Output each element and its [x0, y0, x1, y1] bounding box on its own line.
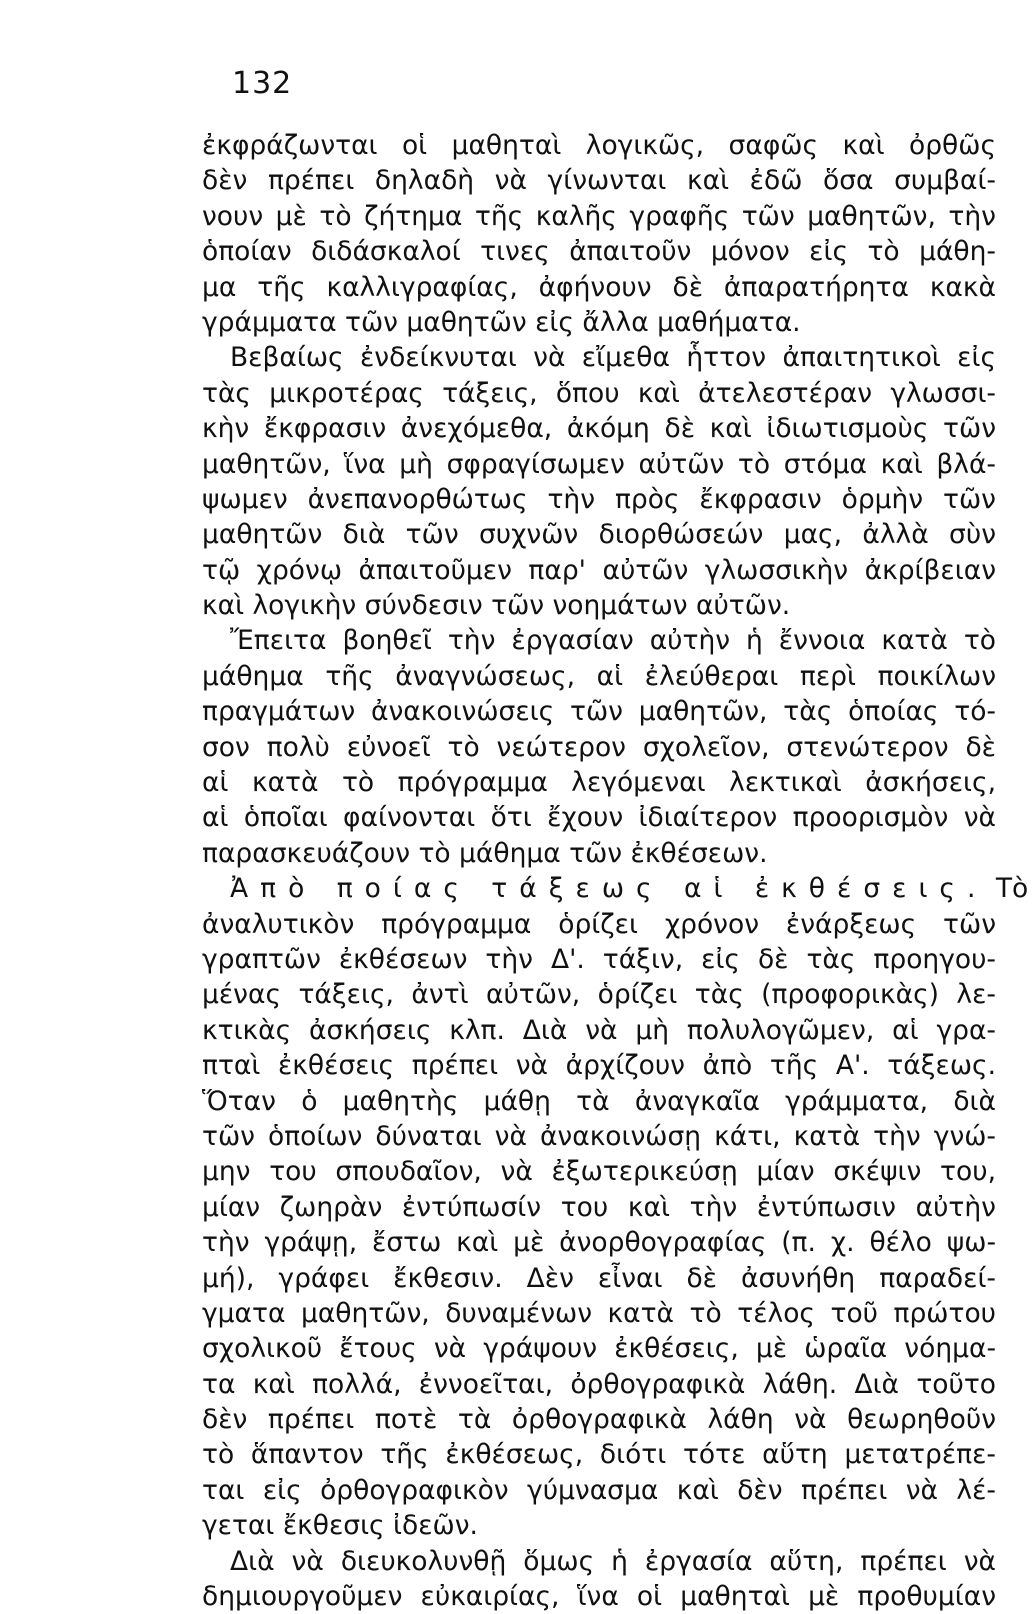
text-line: κὴν ἔκφρασιν ἀνεχόμεθα, ἀκόμη δὲ καὶ ἰδιωτισμοὺς τῶν — [202, 413, 996, 445]
text-line: γεται ἔκθεσις ἰδεῶν. — [202, 1510, 478, 1542]
text-body — [202, 128, 1029, 1614]
text-line: κτικὰς ἀσκήσεις κλπ. Διὰ νὰ μὴ πολυλογῶμεν, αἱ γρα- — [202, 1014, 996, 1046]
text-line: Βεβαίως ἐνδείκνυται νὰ εἴμεθα ἧττον ἀπαιτητικοὶ εἰς — [230, 342, 996, 374]
page-number: 132 — [232, 66, 293, 101]
text-line: παρασκευάζουν τὸ μάθημα τῶν ἐκθέσεων. — [202, 837, 768, 869]
text-line: ἀναλυτικὸν πρόγραμμα ὁρίζει χρόνον ἐνάρξεως τῶν — [202, 908, 996, 940]
text-line: μή), γράφει ἔκθεσιν. Δὲν εἶναι δὲ ἀσυνήθη παραδεί- — [202, 1262, 996, 1294]
text-line: δὲν πρέπει ποτὲ τὰ ὀρθογραφικὰ λάθη νὰ θεωρηθοῦν — [202, 1404, 996, 1436]
text-line: γράμματα τῶν μαθητῶν εἰς ἄλλα μαθήματα. — [202, 306, 801, 338]
text-line: γματα μαθητῶν, δυναμένων κατὰ τὸ τέλος τοῦ πρώτου — [202, 1297, 996, 1329]
text-line: αἱ ὁποῖαι φαίνονται ὅτι ἔχουν ἰδιαίτερον προορισμὸν νὰ — [202, 802, 996, 834]
text-line: σον πολὺ εὐνοεῖ τὸ νεώτερον σχολεῖον, στενώτερον δὲ — [202, 731, 996, 763]
text-line: νουν μὲ τὸ ζήτημα τῆς καλῆς γραφῆς τῶν μαθητῶν, τὴν — [202, 200, 996, 232]
section-heading: Ἀπὸ ποίας τάξεως αἱ ἐκθέσεις. — [230, 873, 988, 905]
text-line: ται εἰς ὀρθογραφικὸν γύμνασμα καὶ δὲν πρέπει νὰ λέ- — [202, 1474, 996, 1506]
text-line: τῷ χρόνῳ ἀπαιτοῦμεν παρ' αὐτῶν γλωσσικὴν ἀκρίβειαν — [202, 554, 996, 586]
text-line: ἐκφράζωνται οἱ μαθηταὶ λογικῶς, σαφῶς καὶ ὀρθῶς — [202, 130, 996, 161]
text-line: μαθητῶν, ἵνα μὴ σφραγίσωμεν αὐτῶν τὸ στόμα καὶ βλά- — [202, 448, 996, 480]
text-line: γραπτῶν ἐκθέσεων τὴν Δ'. τάξιν, εἰς δὲ τὰς προηγου- — [202, 943, 996, 975]
text-line: τὸ ἅπαντον τῆς ἐκθέσεως, διότι τότε αὕτη μετατρέπε- — [202, 1439, 996, 1471]
text-line: τὰς μικροτέρας τάξεις, ὅπου καὶ ἀτελεστέραν γλωσσι- — [202, 377, 996, 409]
text-line: μην του σπουδαῖον, νὰ ἐξωτερικεύσῃ μίαν σκέψιν του, — [202, 1156, 996, 1188]
text-line: καὶ λογικὴν σύνδεσιν τῶν νοημάτων αὐτῶν. — [202, 590, 791, 622]
text-line: Ὅταν ὁ μαθητὴς μάθῃ τὰ ἀναγκαῖα γράμματα, διὰ — [202, 1085, 996, 1117]
text-line: τὴν γράψῃ, ἔστω καὶ μὲ ἀνορθογραφίας (π. χ. θέλο ψω- — [202, 1227, 996, 1259]
text-line: πταὶ ἐκθέσεις πρέπει νὰ ἀρχίζουν ἀπὸ τῆς Α'. τάξεως. — [202, 1050, 996, 1082]
text-line: δὲν πρέπει δηλαδὴ νὰ γίνωνται καὶ ἐδῶ ὅσα συμβαί- — [202, 165, 996, 197]
text-line: τα καὶ πολλά, ἐννοεῖται, ὀρθογραφικὰ λάθη. Διὰ τοῦτο — [202, 1368, 996, 1400]
text-line: δημιουργοῦμεν εὐκαιρίας, ἵνα οἱ μαθηταὶ μὲ προθυμίαν — [202, 1581, 996, 1613]
text-line — [202, 871, 1029, 906]
text-line: μάθημα τῆς ἀναγνώσεως, αἱ ἐλεύθεραι περὶ ποικίλων — [202, 660, 996, 692]
text-line: Διὰ νὰ διευκολυνθῇ ὅμως ἡ ἐργασία αὕτη, πρέπει νὰ — [230, 1545, 996, 1577]
text-line: αἱ κατὰ τὸ πρόγραμμα λεγόμεναι λεκτικαὶ ἀσκήσεις, — [202, 767, 996, 799]
text-line: Ἔπειτα βοηθεῖ τὴν ἐργασίαν αὐτὴν ἡ ἔννοια κατὰ τὸ — [230, 625, 996, 657]
text-line: ψωμεν ἀνεπανορθώτως τὴν πρὸς ἔκφρασιν ὁρμὴν τῶν — [202, 483, 996, 515]
text-line: μα τῆς καλλιγραφίας, ἀφήνουν δὲ ἀπαρατήρητα κακὰ — [202, 271, 996, 303]
text-line: μίαν ζωηρὰν ἐντύπωσίν του καὶ τὴν ἐντύπωσιν αὐτὴν — [202, 1191, 996, 1223]
text-line: τῶν ὁποίων δύναται νὰ ἀνακοινώσῃ κάτι, κατὰ τὴν γνώ- — [202, 1120, 996, 1152]
text-line-tail: Τὸ — [987, 873, 1029, 905]
text-line: πραγμάτων ἀνακοινώσεις τῶν μαθητῶν, τὰς ὁποίας τό- — [202, 696, 996, 728]
text-line: ὁποίαν διδάσκαλοί τινες ἀπαιτοῦν μόνον εἰς τὸ μάθη- — [202, 236, 996, 268]
text-line: μένας τάξεις, ἀντὶ αὐτῶν, ὁρίζει τὰς (προφορικὰς) λε- — [202, 979, 996, 1011]
text-line: σχολικοῦ ἔτους νὰ γράψουν ἐκθέσεις, μὲ ὡραῖα νόημα- — [202, 1333, 996, 1365]
text-line: μαθητῶν διὰ τῶν συχνῶν διορθώσεών μας, ἀλλὰ σὺν — [202, 519, 996, 551]
